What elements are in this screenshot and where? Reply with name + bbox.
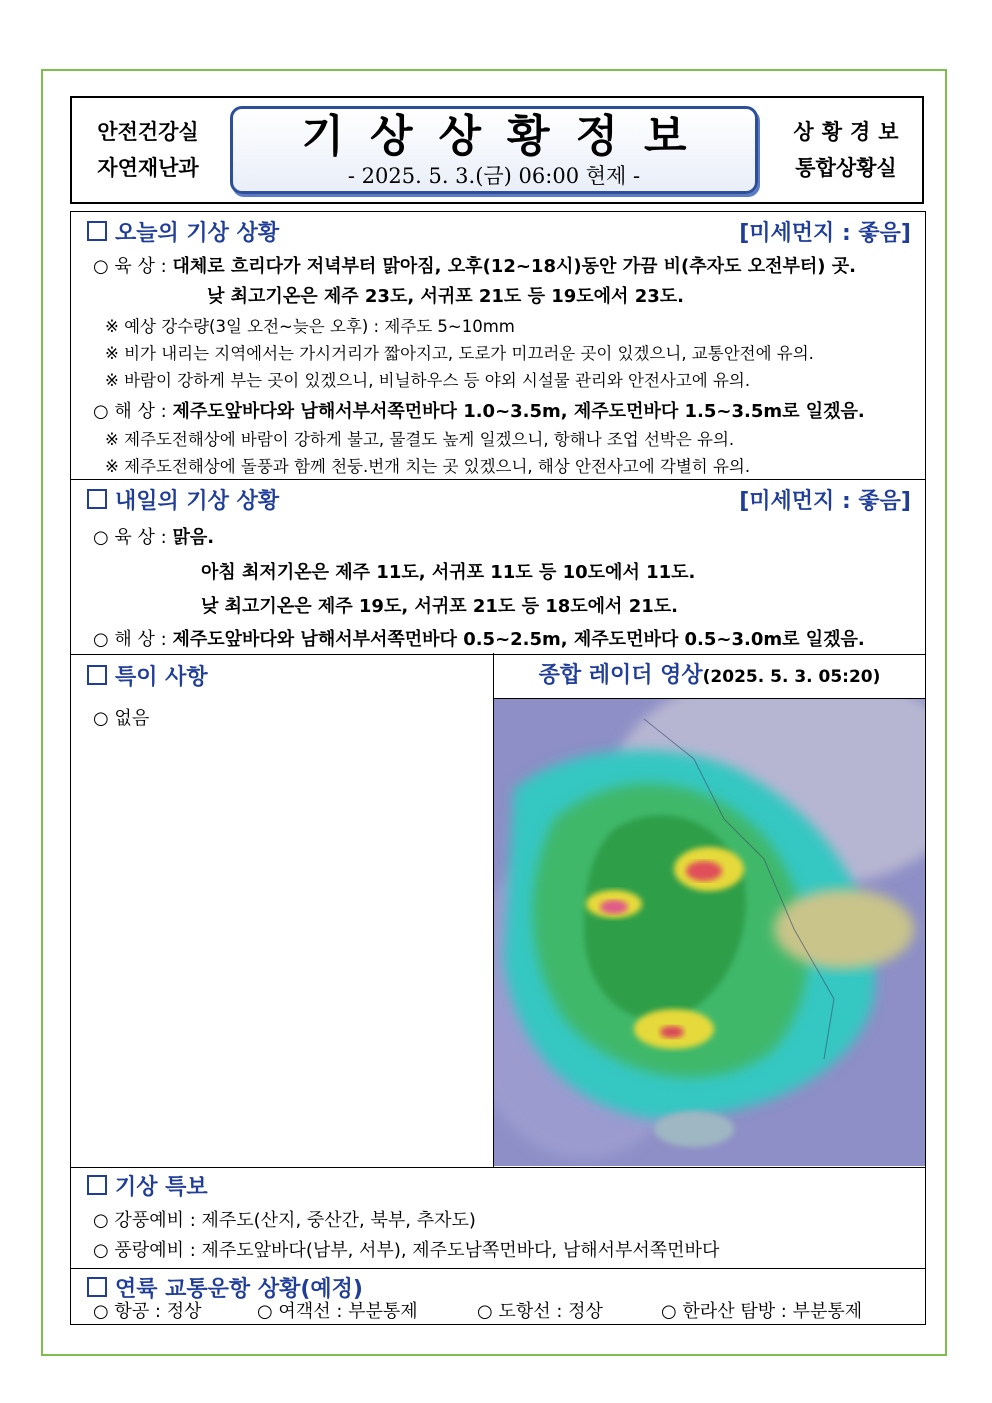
tomorrow-min-temp: 아침 최저기온은 제주 11도, 서귀포 11도 등 10도에서 11도. bbox=[201, 562, 696, 583]
warnings-title: 기상 특보 bbox=[87, 1170, 208, 1201]
transport-hallasan: ○ 한라산 탐방 : 부분통제 bbox=[661, 1301, 863, 1322]
tomorrow-section bbox=[71, 480, 925, 655]
today-section bbox=[71, 212, 925, 480]
tomorrow-land-line: ○ 육 상 : 맑음. bbox=[93, 527, 215, 548]
office-block bbox=[770, 98, 922, 202]
tomorrow-dust-status: [미세먼지 : 좋음] bbox=[739, 489, 911, 514]
checkbox-icon bbox=[87, 221, 107, 241]
document-header bbox=[70, 96, 924, 204]
checkbox-icon bbox=[87, 1175, 107, 1195]
warnings-section bbox=[71, 1167, 925, 1269]
special-title: 특이 사항 bbox=[87, 660, 208, 691]
radar-image bbox=[494, 699, 925, 1166]
transport-island-boat: ○ 도항선 : 정상 bbox=[477, 1301, 603, 1322]
checkbox-icon bbox=[87, 1277, 107, 1297]
document-title: 기상상황정보 bbox=[301, 111, 713, 162]
warning-item: ○ 풍랑예비 : 제주도앞바다(남부, 서부), 제주도남쪽먼바다, 남해서부서쪽먼바다 bbox=[93, 1240, 720, 1261]
checkbox-icon bbox=[87, 489, 107, 509]
checkbox-icon bbox=[87, 665, 107, 685]
today-sea-note: ※ 제주도전해상에 돌풍과 함께 천둥.번개 치는 곳 있겠으니, 해상 안전사고에 각별히 유의. bbox=[105, 457, 751, 476]
document-date: - 2025. 5. 3.(금) 06:00 현제 - bbox=[347, 164, 641, 188]
today-note: ※ 바람이 강하게 부는 곳이 있겠으니, 비닐하우스 등 야외 시설물 관리와 안전사고에 유의. bbox=[105, 371, 751, 390]
special-item: ○ 없음 bbox=[93, 708, 150, 729]
office-line1: 상황경보 bbox=[793, 120, 907, 144]
today-land-line: ○ 육 상 : 대체로 흐리다가 저녁부터 맑아짐, 오후(12~18시)동안 가끔 비(추자도 오전부터) 곳. bbox=[93, 256, 856, 277]
transport-air: ○ 항공 : 정상 bbox=[93, 1301, 202, 1322]
today-sea-note: ※ 제주도전해상에 바람이 강하게 불고, 물결도 높게 일겠으니, 항해나 조업 선박은 유의. bbox=[105, 430, 735, 449]
radar-title: 종합 레이더 영상(2025. 5. 3. 05:20) bbox=[494, 653, 925, 699]
today-land-temp: 낮 최고기온은 제주 23도, 서귀포 21도 등 19도에서 23도. bbox=[207, 286, 684, 307]
title-banner bbox=[230, 106, 758, 194]
today-dust-status: [미세먼지 : 좋음] bbox=[739, 221, 911, 246]
document-body bbox=[70, 211, 926, 1325]
tomorrow-max-temp: 낮 최고기온은 제주 19도, 서귀포 21도 등 18도에서 21도. bbox=[201, 596, 678, 617]
tomorrow-sea-line: ○ 해 상 : 제주도앞바다와 남해서부서쪽먼바다 0.5~2.5m, 제주도먼바다 0.5~3.0m로 일겠음. bbox=[93, 629, 865, 650]
department-line1: 안전건강실 bbox=[97, 120, 199, 144]
department-line2: 자연재난과 bbox=[97, 156, 199, 180]
today-title: 오늘의 기상 상황 bbox=[87, 216, 279, 247]
today-note: ※ 예상 강수량(3일 오전~늦은 오후) : 제주도 5~10mm bbox=[105, 317, 515, 336]
office-line2: 통합상황실 bbox=[795, 156, 897, 180]
today-sea-line: ○ 해 상 : 제주도앞바다와 남해서부서쪽먼바다 1.0~3.5m, 제주도먼바다 1.5~3.5m로 일겠음. bbox=[93, 401, 865, 422]
tomorrow-title: 내일의 기상 상황 bbox=[87, 484, 279, 515]
transport-title: 연륙 교통운항 상황(예정) bbox=[87, 1272, 363, 1303]
transport-ferry: ○ 여객선 : 부분통제 bbox=[257, 1301, 418, 1322]
today-note: ※ 비가 내리는 지역에서는 가시거리가 짧아지고, 도로가 미끄러운 곳이 있겠으니, 교통안전에 유의. bbox=[105, 344, 814, 363]
department-block bbox=[72, 98, 224, 202]
radar-map bbox=[494, 699, 925, 1166]
warning-item: ○ 강풍예비 : 제주도(산지, 중산간, 북부, 추자도) bbox=[93, 1210, 476, 1231]
